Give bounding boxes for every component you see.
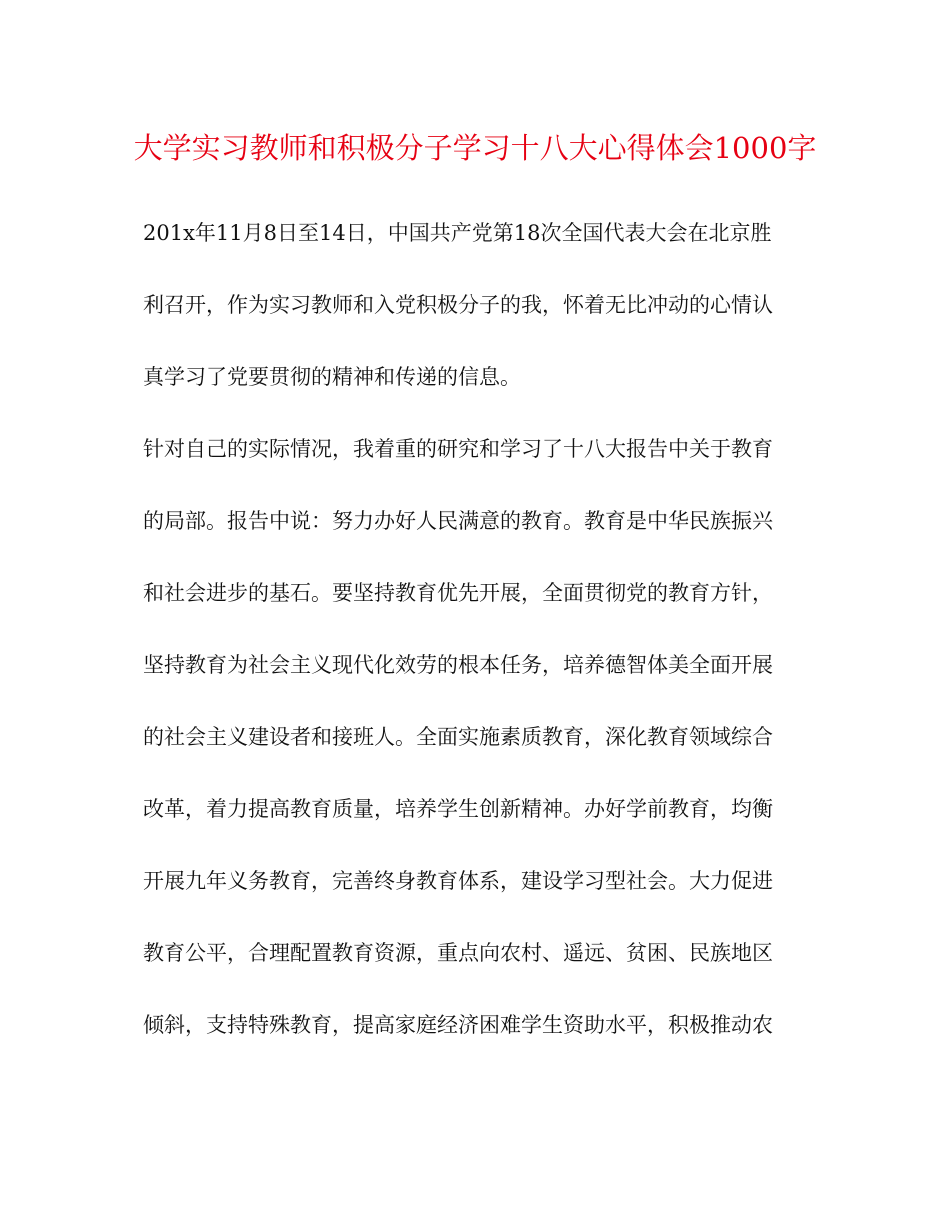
body-line-3: 真学习了党要贯彻的精神和传递的信息。	[143, 365, 521, 389]
body-line-5: 的局部。报告中说：努力办好人民满意的教育。教育是中华民族振兴	[143, 509, 773, 533]
document-title: 大学实习教师和积极分子学习十八大心得体会1000字	[133, 131, 817, 165]
body-line-10: 开展九年义务教育，完善终身教育体系，建设学习型社会。大力促进	[143, 869, 773, 893]
body-line-4: 针对自己的实际情况，我着重的研究和学习了十八大报告中关于教育	[143, 437, 773, 461]
body-line-1: 201x年11月8日至14日，中国共产党第18次全国代表大会在北京胜	[143, 221, 772, 245]
body-line-8: 的社会主义建设者和接班人。全面实施素质教育，深化教育领域综合	[143, 725, 773, 749]
body-line-2: 利召开，作为实习教师和入党积极分子的我，怀着无比冲动的心情认	[143, 293, 773, 317]
body-line-7: 坚持教育为社会主义现代化效劳的根本任务，培养德智体美全面开展	[143, 653, 773, 677]
body-line-11: 教育公平，合理配置教育资源，重点向农村、遥远、贫困、民族地区	[143, 941, 773, 965]
body-line-9: 改革，着力提高教育质量，培养学生创新精神。办好学前教育，均衡	[143, 797, 773, 821]
body-line-12: 倾斜，支持特殊教育，提高家庭经济困难学生资助水平，积极推动农	[143, 1013, 773, 1037]
body-line-6: 和社会进步的基石。要坚持教育优先开展，全面贯彻党的教育方针，	[143, 581, 773, 605]
